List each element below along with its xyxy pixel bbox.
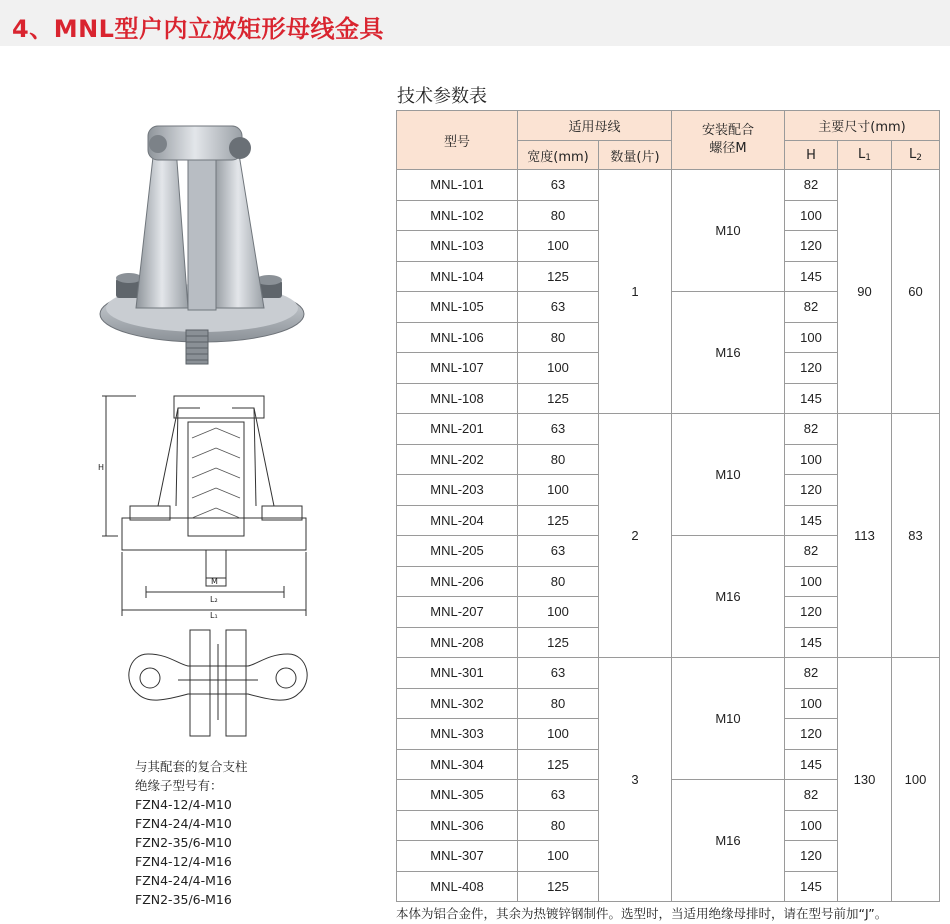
dim-h-label: H [98,463,105,472]
cell-width: 125 [518,627,599,658]
cell-h: 120 [785,841,838,872]
cell-model: MNL-202 [397,444,518,475]
cell-h: 145 [785,627,838,658]
cell-model: MNL-101 [397,170,518,201]
cell-model: MNL-302 [397,688,518,719]
cell-model: MNL-201 [397,414,518,445]
insulator-model: FZN4-12/4-M16 [135,854,232,869]
cell-h: 100 [785,566,838,597]
cell-width: 80 [518,322,599,353]
cell-h: 82 [785,780,838,811]
cell-h: 100 [785,444,838,475]
cell-model: MNL-103 [397,231,518,262]
cell-h: 145 [785,261,838,292]
cell-model: MNL-204 [397,505,518,536]
cell-h: 100 [785,810,838,841]
cell-width: 63 [518,414,599,445]
parameters-table [396,110,940,902]
cell-quantity: 3 [599,658,672,902]
notes-intro-1: 与其配套的复合支柱 [135,759,248,774]
insulator-model: FZN2-35/6-M10 [135,835,232,850]
cell-model: MNL-205 [397,536,518,567]
cell-l1: 130 [838,658,892,902]
cell-width: 100 [518,597,599,628]
header-mount-line2: 螺径M [709,141,747,156]
cell-width: 100 [518,719,599,750]
cell-model: MNL-108 [397,383,518,414]
cell-width: 80 [518,688,599,719]
insulator-model: FZN4-24/4-M10 [135,816,232,831]
cell-mount: M10 [672,170,785,292]
table-row [397,658,940,689]
footnote: 本体为铝合金件，其余为热镀锌钢制件。选型时，当适用绝缘母排时，请在型号前加“J”。 [396,906,888,921]
header-mount [672,111,785,170]
cell-model: MNL-408 [397,871,518,902]
cell-width: 125 [518,871,599,902]
cell-model: MNL-207 [397,597,518,628]
cell-h: 82 [785,536,838,567]
dim-l1-label: L₁ [210,611,218,620]
table-row [397,414,940,445]
insulator-model: FZN2-35/6-M16 [135,892,232,907]
cell-model: MNL-303 [397,719,518,750]
insulator-model: FZN4-24/4-M16 [135,873,232,888]
cell-h: 145 [785,871,838,902]
cell-width: 80 [518,444,599,475]
cell-width: 63 [518,780,599,811]
cell-h: 82 [785,170,838,201]
cell-width: 100 [518,841,599,872]
cell-quantity: 1 [599,170,672,414]
cell-h: 100 [785,688,838,719]
cell-model: MNL-306 [397,810,518,841]
cell-model: MNL-307 [397,841,518,872]
header-width: 宽度(mm) [518,141,599,170]
cell-h: 120 [785,597,838,628]
cell-width: 80 [518,810,599,841]
cell-model: MNL-106 [397,322,518,353]
cell-mount: M10 [672,658,785,780]
cell-quantity: 2 [599,414,672,658]
cell-model: MNL-105 [397,292,518,323]
header-mount-line1: 安装配合 [701,123,754,138]
cell-model: MNL-305 [397,780,518,811]
header-model: 型号 [397,111,518,170]
dim-l2-label: L₂ [210,595,218,604]
cell-h: 120 [785,231,838,262]
product-photo [96,118,308,370]
header-l2: $L_2$ [892,141,940,170]
cell-h: 120 [785,475,838,506]
cell-width: 125 [518,261,599,292]
cell-width: 63 [518,658,599,689]
cell-width: 80 [518,566,599,597]
cell-h: 120 [785,719,838,750]
cell-h: 82 [785,292,838,323]
cell-h: 100 [785,200,838,231]
insulator-model: FZN4-12/4-M10 [135,797,232,812]
table-row [397,170,940,201]
cell-h: 145 [785,749,838,780]
cell-model: MNL-102 [397,200,518,231]
cell-h: 82 [785,414,838,445]
front-view-drawing [96,388,311,620]
cell-width: 125 [518,505,599,536]
header-h: H [785,141,838,170]
cell-h: 82 [785,658,838,689]
notes-intro-2: 绝缘子型号有： [135,778,223,793]
cell-l2: 60 [892,170,940,414]
cell-model: MNL-107 [397,353,518,384]
cell-mount: M16 [672,536,785,658]
cell-model: MNL-208 [397,627,518,658]
header-l1: $L_1$ [838,141,892,170]
cell-l2: 83 [892,414,940,658]
cell-width: 63 [518,536,599,567]
cell-width: 125 [518,383,599,414]
cell-mount: M16 [672,292,785,414]
cell-mount: M16 [672,780,785,902]
compatible-insulators [135,757,248,909]
cell-h: 145 [785,383,838,414]
cell-model: MNL-304 [397,749,518,780]
cell-width: 100 [518,475,599,506]
cell-width: 125 [518,749,599,780]
cell-h: 100 [785,322,838,353]
cell-l1: 113 [838,414,892,658]
dim-m-label: M [211,577,218,586]
cell-width: 100 [518,353,599,384]
cell-h: 120 [785,353,838,384]
cell-width: 100 [518,231,599,262]
header-quantity: 数量(片) [599,141,672,170]
table-title: 技术参数表 [397,86,487,107]
cell-width: 63 [518,292,599,323]
cell-width: 80 [518,200,599,231]
cell-l2: 100 [892,658,940,902]
cell-model: MNL-104 [397,261,518,292]
cell-mount: M10 [672,414,785,536]
cell-l1: 90 [838,170,892,414]
top-view-drawing [118,624,318,742]
cell-model: MNL-301 [397,658,518,689]
header-dims: 主要尺寸(mm) [785,111,940,141]
page-title: 4、MNL型户内立放矩形母线金具 [12,15,384,43]
cell-h: 145 [785,505,838,536]
cell-model: MNL-206 [397,566,518,597]
cell-width: 63 [518,170,599,201]
header-busbar: 适用母线 [518,111,672,141]
cell-model: MNL-203 [397,475,518,506]
